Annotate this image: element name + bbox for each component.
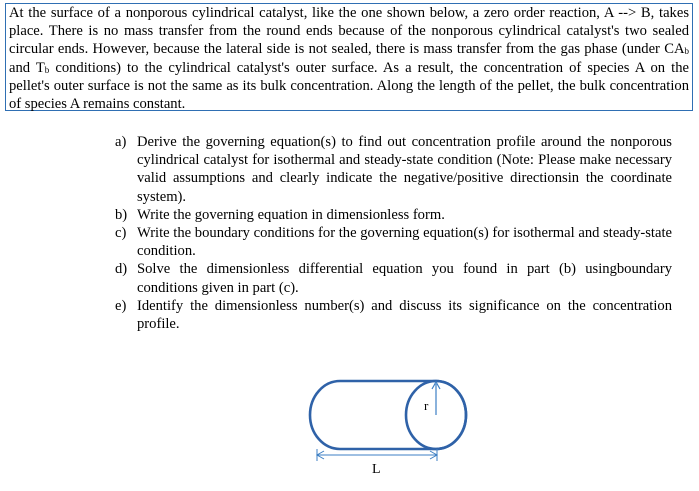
intro-text-part2: and T [9, 59, 45, 76]
question-marker: c) [115, 225, 127, 242]
length-label: L [372, 462, 381, 477]
question-text: Write the governing equation in dimensionless form. [137, 206, 445, 223]
question-text: Write the boundary conditions for the governing equation(s) for isothermal and steady-state condition. [137, 225, 672, 260]
subscript-b-concentration: b [684, 46, 689, 57]
question-a [115, 133, 672, 206]
question-c [115, 224, 672, 260]
radius-label: r [424, 398, 429, 413]
question-marker: b) [115, 206, 128, 223]
intro-text-part1: At the surface of a nonporous cylindrical catalyst, like the one shown below, a zero order reaction, A --> B, takes place. There is no mass transfer from the round ends because of the nonporous cylindrical catalyst's two sealed circular ends. However, because the lateral side is not sealed, there is mass transfer from the gas phase (under CA [9, 5, 689, 58]
question-marker: a) [115, 134, 127, 150]
length-arrow-left-head [317, 451, 324, 459]
question-marker: d) [115, 261, 128, 278]
length-arrow-right-head [430, 451, 437, 459]
subscript-b-temperature: b [44, 64, 50, 75]
question-text: Solve the dimensionless differential equation you found in part (b) usingboundary conditions given in part (c). [137, 261, 672, 296]
problem-statement [5, 3, 693, 111]
question-e [115, 297, 672, 333]
question-d [115, 260, 672, 296]
question-text: Identify the dimensionless number(s) and discuss its significance on the concentration profile. [137, 297, 672, 333]
question-list [115, 133, 672, 333]
cylinder-outline [310, 381, 466, 449]
question-b [115, 206, 672, 224]
question-marker: e) [115, 297, 127, 314]
question-text: Derive the governing equation(s) to find out concentration profile around the nonporous cylindrical catalyst for isothermal and steady-state condition (Note: Please make necessary valid assumptions and clearly indicate the negative/positive directionsin the coordinate system). [137, 134, 672, 205]
cylinder-end-face [406, 381, 466, 449]
radius-arrow-head [432, 382, 440, 389]
intro-text-part3: conditions) to the cylindrical catalyst's outer surface. As a result, the concentration of species A on the pellet's outer surface is not the same as its bulk concentration. Along the length of the pellet, the bulk concentration of species A remains constant. [9, 59, 689, 113]
